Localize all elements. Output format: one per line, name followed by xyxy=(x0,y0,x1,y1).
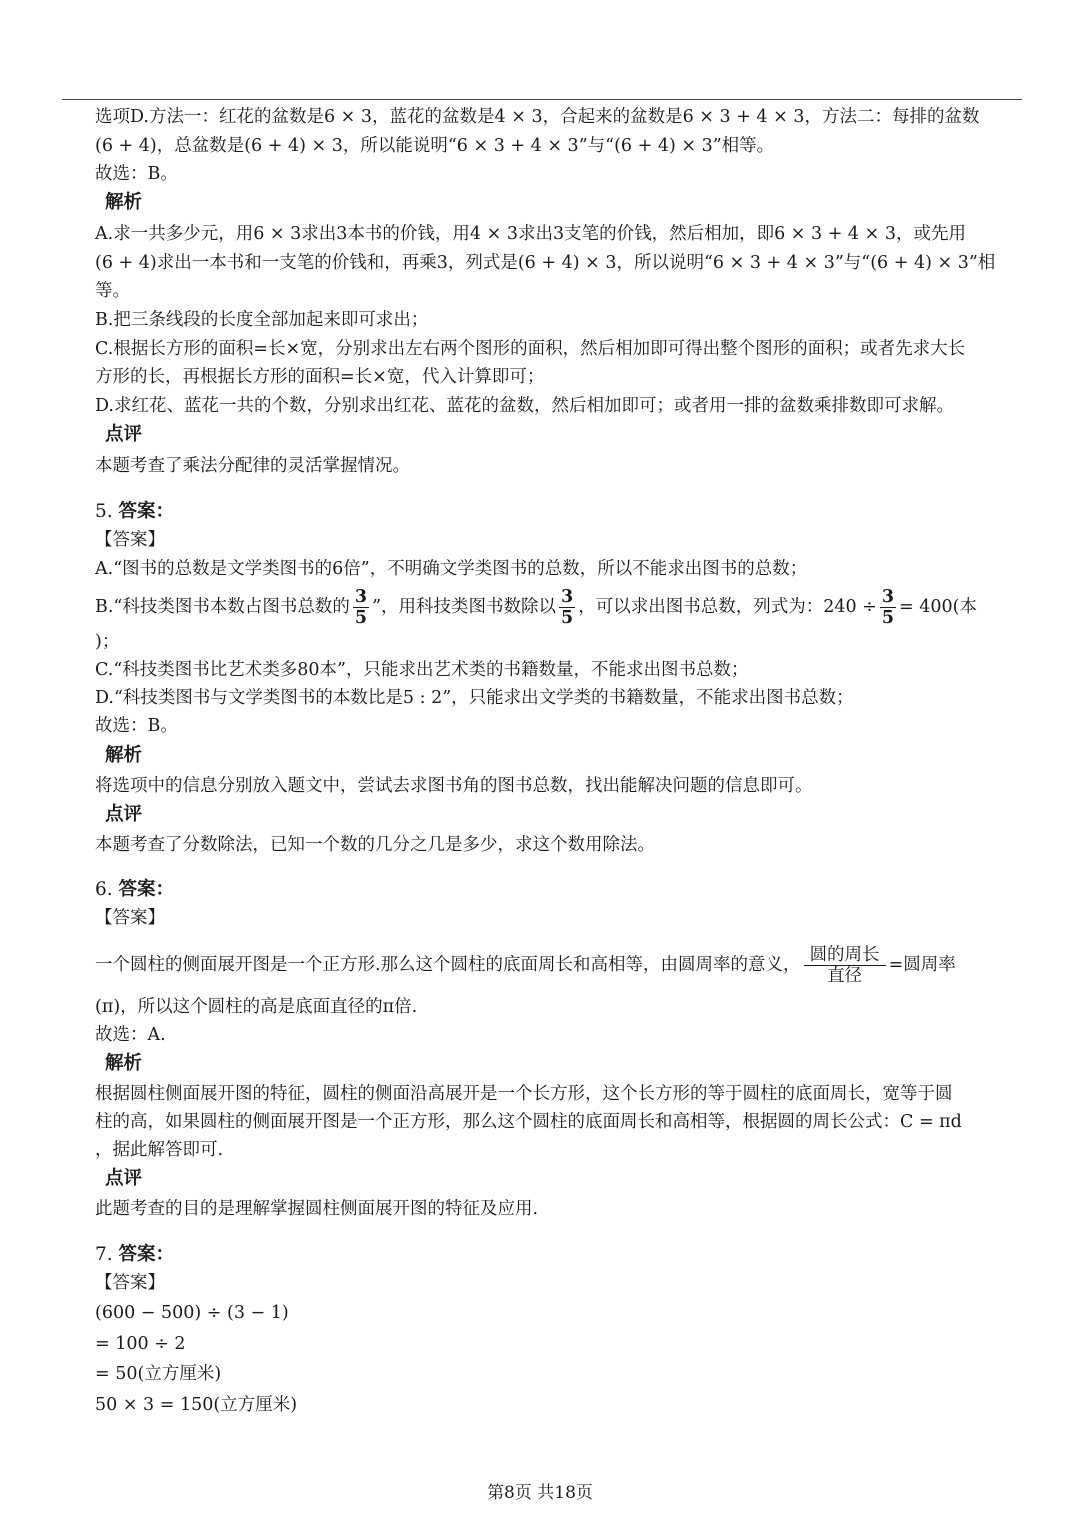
text-segment: ”，用科技类图书数除以 xyxy=(372,597,557,617)
text-line: 本题考查了乘法分配律的灵活掌握情况。 xyxy=(95,456,410,476)
text-line: (π)，所以这个圆柱的高是底面直径的π倍. xyxy=(95,997,418,1017)
fraction-denominator: 5 xyxy=(561,608,574,628)
fraction-numerator: 3 xyxy=(561,586,574,607)
text-line: A.求一共多少元，用6 × 3求出3本书的价钱，用4 × 3求出3支笔的价钱，然后相加，即6 × 3 + 4 × 3，或先用 xyxy=(95,224,966,244)
text-segment: ，可以求出图书总数，列式为：240 ÷ xyxy=(578,597,877,617)
header-rule xyxy=(62,99,1022,100)
fraction-denominator: 5 xyxy=(881,608,895,628)
text-line: 此题考查的目的是理解掌握圆柱侧面展开图的特征及应用. xyxy=(95,1199,539,1219)
question-number: 6. xyxy=(95,879,113,900)
page-footer: 第8页 共18页 xyxy=(487,1483,593,1503)
text-line: 故选：B。 xyxy=(95,716,178,736)
fraction xyxy=(353,587,369,628)
text-line: 等。 xyxy=(95,281,130,301)
section-heading: 点评 xyxy=(105,424,143,445)
fraction-numerator: 圆的周长 xyxy=(804,945,886,966)
text-line-with-fractions xyxy=(95,942,956,988)
text-line-with-fractions xyxy=(95,584,977,630)
text-segment: =圆周率 xyxy=(888,955,956,975)
text-line: 将选项中的信息分别放入题文中，尝试去求图书角的图书总数，找出能解决问题的信息即可。 xyxy=(95,776,813,796)
text-line: B.把三条线段的长度全部加起来即可求出； xyxy=(95,310,429,330)
text-line: (6 + 4)，总盆数是(6 + 4) × 3，所以能说明“6 × 3 + 4 × 3”与“(6 + 4) × 3”相等。 xyxy=(95,136,775,156)
question-header xyxy=(95,1243,174,1267)
text-line: 【答案】 xyxy=(95,1273,165,1293)
text-line: D.求红花、蓝花一共的个数，分别求出红花、蓝花的盆数，然后相加即可；或者用一排的盆数乘排数即可求解。 xyxy=(95,396,954,416)
math-line: 50 × 3 = 150(立方厘米) xyxy=(95,1395,298,1415)
fraction-numerator: 3 xyxy=(354,586,368,607)
fraction xyxy=(804,945,886,986)
section-heading: 解析 xyxy=(105,1053,143,1074)
fraction xyxy=(559,587,575,628)
question-number: 7. xyxy=(95,1244,113,1265)
text-line: 根据圆柱侧面展开图的特征，圆柱的侧面沿高展开是一个长方形，这个长方形的等于圆柱的底面周长，宽等于圆 xyxy=(95,1084,953,1104)
text-line: 【答案】 xyxy=(95,908,165,928)
fraction xyxy=(880,587,896,628)
section-heading: 点评 xyxy=(105,1168,143,1189)
math-line: = 100 ÷ 2 xyxy=(95,1334,186,1354)
text-line: C.根据长方形的面积=长×宽，分别求出左右两个图形的面积，然后相加即可得出整个图形的面积；或者先求大长 xyxy=(95,339,966,359)
text-line: A.“图书的总数是文学类图书的6倍”，不明确文学类图书的总数，所以不能求出图书的总数； xyxy=(95,559,808,579)
fraction-numerator: 3 xyxy=(881,586,895,607)
question-header xyxy=(95,500,174,524)
text-line: 方形的长，再根据长方形的面积=长×宽，代入计算即可； xyxy=(95,367,545,387)
text-line: 本题考查了分数除法，已知一个数的几分之几是多少，求这个数用除法。 xyxy=(95,835,655,855)
math-line: (600 − 500) ÷ (3 − 1) xyxy=(95,1303,289,1323)
text-line: ，据此解答即可. xyxy=(95,1140,224,1160)
text-line: 故选：B。 xyxy=(95,164,178,184)
math-line: = 50(立方厘米) xyxy=(95,1364,222,1384)
answer-label: 答案： xyxy=(118,501,175,522)
answer-label: 答案： xyxy=(118,879,175,900)
text-line: C.“科技类图书比艺术类多80本”，只能求出艺术类的书籍数量，不能求出图书总数； xyxy=(95,660,749,680)
fraction-denominator: 5 xyxy=(354,608,368,628)
answer-label: 答案： xyxy=(118,1244,175,1265)
text-segment: = 400(本 xyxy=(899,597,977,617)
section-heading: 解析 xyxy=(105,745,143,766)
question-number: 5. xyxy=(95,501,113,522)
text-segment: B.“科技类图书本数占图书总数的 xyxy=(95,597,350,617)
text-line: D.“科技类图书与文学类图书的本数比是5 : 2”，只能求出文学类的书籍数量，不能求出图书总数； xyxy=(95,688,854,708)
section-heading: 点评 xyxy=(105,804,143,825)
text-line: (6 + 4)求出一本书和一支笔的价钱和，再乘3，列式是(6 + 4) × 3，所以说明“6 × 3 + 4 × 3”与“(6 + 4) × 3”相 xyxy=(95,253,996,273)
section-heading: 解析 xyxy=(105,192,143,213)
text-segment: 一个圆柱的侧面展开图是一个正方形.那么这个圆柱的底面周长和高相等，由圆周率的意义， xyxy=(95,955,801,975)
text-line: )； xyxy=(95,632,120,652)
fraction-denominator: 直径 xyxy=(827,966,863,986)
question-header xyxy=(95,878,174,902)
text-line: 【答案】 xyxy=(95,530,165,550)
text-line: 故选：A. xyxy=(95,1025,166,1045)
text-line: 柱的高，如果圆柱的侧面展开图是一个正方形，那么这个圆柱的底面周长和高相等，根据圆的周长公式：C = πd xyxy=(95,1112,962,1132)
text-line: 选项D.方法一：红花的盆数是6 × 3，蓝花的盆数是4 × 3，合起来的盆数是6 × 3 + 4 × 3，方法二：每排的盆数 xyxy=(95,107,980,127)
